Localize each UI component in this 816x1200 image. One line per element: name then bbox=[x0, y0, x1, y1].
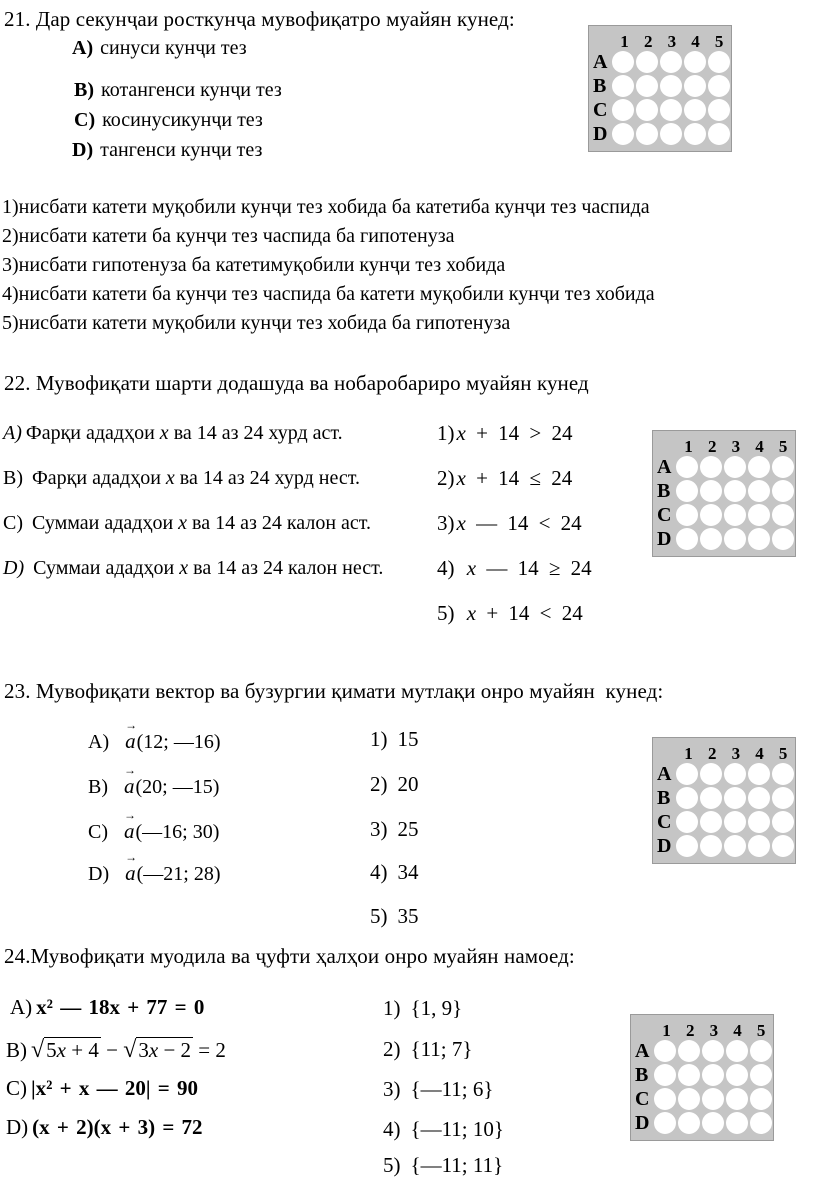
answer-bubble[interactable] bbox=[676, 787, 698, 809]
q23-vector-b bbox=[88, 774, 219, 799]
magnitude-value: 25 bbox=[397, 817, 419, 841]
grid-row bbox=[657, 834, 795, 858]
answer-bubble[interactable] bbox=[772, 456, 794, 478]
item-number: 5) bbox=[437, 601, 455, 625]
answer-bubble[interactable] bbox=[772, 787, 794, 809]
item-number: 1) bbox=[370, 727, 388, 751]
grid-row-label: B bbox=[635, 1064, 649, 1086]
grid-header-row bbox=[635, 1018, 773, 1039]
item-number: 4) bbox=[383, 1117, 401, 1141]
item-number: 3) bbox=[370, 817, 388, 841]
grid-column-label: 1 bbox=[684, 744, 693, 763]
grid-column-label: 4 bbox=[691, 32, 700, 51]
root-set: {1, 9} bbox=[410, 996, 463, 1020]
q23-value-5 bbox=[370, 904, 419, 929]
answer-bubble[interactable] bbox=[612, 99, 634, 121]
pair-label: C) bbox=[88, 821, 108, 843]
equation-tail: = 2 bbox=[193, 1038, 226, 1062]
item-number: 4) bbox=[370, 860, 388, 884]
q23-value-2 bbox=[370, 772, 419, 797]
item-number: 5) bbox=[383, 1153, 401, 1177]
grid-row-label: C bbox=[657, 504, 672, 526]
answer-bubble[interactable] bbox=[660, 51, 682, 73]
answer-bubble[interactable] bbox=[700, 835, 722, 857]
pair-text: Суммаи ададҳои x ва 14 аз 24 калон нест. bbox=[28, 557, 384, 579]
answer-bubble[interactable] bbox=[700, 504, 722, 526]
radicand-2: 3x − 2 bbox=[138, 1038, 192, 1062]
answer-grid-q22 bbox=[652, 430, 796, 557]
answer-bubble[interactable] bbox=[636, 123, 658, 145]
answer-bubble[interactable] bbox=[684, 123, 706, 145]
grid-column-label: 4 bbox=[733, 1021, 742, 1040]
option-label: C) bbox=[74, 109, 96, 131]
q23-value-4 bbox=[370, 860, 419, 885]
item-number: 5) bbox=[370, 904, 388, 928]
answer-bubble[interactable] bbox=[612, 123, 634, 145]
grid-header-row bbox=[657, 434, 795, 455]
q22-inequality-3 bbox=[437, 511, 582, 536]
q24-rootset-1 bbox=[383, 996, 462, 1021]
answer-bubble[interactable] bbox=[726, 1040, 748, 1062]
answer-bubble[interactable] bbox=[748, 811, 770, 833]
grid-row-label: D bbox=[657, 528, 672, 550]
magnitude-value: 35 bbox=[397, 904, 419, 928]
magnitude-value: 15 bbox=[397, 727, 419, 751]
q24-equation-a bbox=[10, 995, 204, 1020]
answer-bubble[interactable] bbox=[726, 1112, 748, 1134]
answer-bubble[interactable] bbox=[708, 75, 730, 97]
option-label: A) bbox=[72, 37, 94, 59]
answer-bubble[interactable] bbox=[772, 811, 794, 833]
answer-bubble[interactable] bbox=[684, 99, 706, 121]
answer-bubble[interactable] bbox=[660, 75, 682, 97]
item-number: 2) bbox=[370, 772, 388, 796]
item-number: 2) bbox=[437, 466, 455, 490]
answer-bubble[interactable] bbox=[702, 1112, 724, 1134]
grid-column-label: 5 bbox=[778, 437, 788, 456]
q21-option-c bbox=[74, 109, 263, 132]
answer-bubble[interactable] bbox=[750, 1112, 772, 1134]
grid-column-label: 3 bbox=[731, 744, 741, 763]
q22-pair-c bbox=[3, 512, 371, 535]
answer-bubble[interactable] bbox=[750, 1088, 772, 1110]
answer-bubble[interactable] bbox=[708, 123, 730, 145]
grid-row bbox=[657, 527, 795, 551]
answer-bubble[interactable] bbox=[636, 51, 658, 73]
answer-bubble[interactable] bbox=[684, 75, 706, 97]
grid-column-label: 1 bbox=[620, 32, 629, 51]
q22-inequality-2 bbox=[437, 466, 572, 491]
answer-bubble[interactable] bbox=[660, 123, 682, 145]
inequality-expression: x + 14 > 24 bbox=[456, 421, 573, 445]
answer-bubble[interactable] bbox=[748, 787, 770, 809]
pair-label: A) bbox=[3, 422, 22, 444]
vector-a-notation: → a bbox=[124, 774, 135, 799]
equation-expression: x² — 18x + 77 = 0 bbox=[36, 995, 205, 1019]
answer-bubble[interactable] bbox=[654, 1112, 676, 1134]
root-set: {—11; 11} bbox=[410, 1153, 504, 1177]
minus-operator: − bbox=[100, 1038, 124, 1062]
q21-statement-2: 2)нисбати катети ба кунҷи тез часпида ба гипотенуза bbox=[2, 225, 455, 247]
grid-column-label: 3 bbox=[709, 1021, 719, 1040]
answer-bubble[interactable] bbox=[750, 1064, 772, 1086]
grid-row bbox=[593, 50, 731, 74]
answer-bubble[interactable] bbox=[678, 1112, 700, 1134]
answer-bubble[interactable] bbox=[708, 99, 730, 121]
grid-column-label: 2 bbox=[643, 32, 653, 51]
answer-bubble[interactable] bbox=[724, 480, 746, 502]
grid-column-label: 4 bbox=[755, 437, 764, 456]
answer-bubble[interactable] bbox=[678, 1040, 700, 1062]
grid-row bbox=[657, 503, 795, 527]
item-number: 1) bbox=[437, 421, 455, 445]
answer-grid-q23 bbox=[652, 737, 796, 864]
grid-row bbox=[657, 455, 795, 479]
q22-inequality-5 bbox=[437, 601, 583, 626]
answer-bubble[interactable] bbox=[676, 835, 698, 857]
grid-row-label: B bbox=[657, 480, 671, 502]
answer-bubble[interactable] bbox=[702, 1088, 724, 1110]
answer-bubble[interactable] bbox=[700, 787, 722, 809]
grid-row bbox=[593, 74, 731, 98]
grid-row bbox=[635, 1087, 773, 1111]
q24-rootset-2 bbox=[383, 1037, 472, 1062]
pair-label: D) bbox=[88, 863, 110, 885]
q21-option-b bbox=[74, 79, 282, 102]
q22-pair-d bbox=[3, 557, 383, 580]
answer-bubble[interactable] bbox=[676, 504, 698, 526]
answer-bubble[interactable] bbox=[708, 51, 730, 73]
vector-coordinates: (20; —15) bbox=[135, 776, 220, 798]
inequality-expression: x + 14 ≤ 24 bbox=[456, 466, 573, 490]
grid-row-label: B bbox=[657, 787, 671, 809]
q24-equation-c bbox=[6, 1076, 198, 1101]
pair-label: B) bbox=[88, 776, 108, 798]
answer-bubble[interactable] bbox=[726, 1064, 748, 1086]
answer-bubble[interactable] bbox=[660, 99, 682, 121]
grid-row bbox=[593, 122, 731, 146]
answer-bubble[interactable] bbox=[700, 763, 722, 785]
q22-pair-a bbox=[3, 422, 343, 445]
option-label: B) bbox=[74, 79, 94, 101]
q24-rootset-5 bbox=[383, 1153, 503, 1178]
answer-bubble[interactable] bbox=[724, 835, 746, 857]
radical-sign: √ bbox=[31, 1037, 45, 1063]
pair-label: D) bbox=[3, 557, 25, 579]
magnitude-value: 34 bbox=[397, 860, 419, 884]
answer-grid-q21 bbox=[588, 25, 732, 152]
answer-bubble[interactable] bbox=[700, 811, 722, 833]
answer-bubble[interactable] bbox=[748, 504, 770, 526]
question-22-heading: 22. Мувофиқати шарти додашуда ва нобаробариро муайян кунед bbox=[4, 371, 589, 395]
answer-bubble[interactable] bbox=[702, 1040, 724, 1062]
item-number: 3) bbox=[383, 1077, 401, 1101]
q21-option-d bbox=[72, 139, 262, 162]
option-text: тангенси кунҷи тез bbox=[100, 139, 263, 161]
answer-bubble[interactable] bbox=[748, 763, 770, 785]
pair-label: C) bbox=[6, 1076, 27, 1100]
answer-bubble[interactable] bbox=[676, 456, 698, 478]
answer-bubble[interactable] bbox=[702, 1064, 724, 1086]
answer-bubble[interactable] bbox=[724, 504, 746, 526]
answer-bubble[interactable] bbox=[726, 1088, 748, 1110]
q24-rootset-4 bbox=[383, 1117, 504, 1142]
item-number: 1) bbox=[383, 996, 401, 1020]
answer-bubble[interactable] bbox=[724, 763, 746, 785]
grid-column-label: 3 bbox=[731, 437, 741, 456]
grid-row-label: A bbox=[593, 51, 608, 73]
answer-bubble[interactable] bbox=[748, 456, 770, 478]
answer-bubble[interactable] bbox=[678, 1064, 700, 1086]
grid-row-label: D bbox=[657, 835, 672, 857]
answer-bubble[interactable] bbox=[750, 1040, 772, 1062]
grid-row-label: A bbox=[657, 456, 672, 478]
answer-bubble[interactable] bbox=[772, 528, 794, 550]
pair-label: A) bbox=[88, 731, 110, 753]
q21-statement-1: 1)нисбати катети муқобили кунҷи тез хобида ба катетиба кунҷи тез часпида bbox=[2, 196, 650, 218]
vector-coordinates: (—21; 28) bbox=[136, 863, 221, 885]
answer-bubble[interactable] bbox=[676, 528, 698, 550]
question-21-heading: 21. Дар секунҷаи росткунҷа мувофиқатро муайян кунед: bbox=[4, 7, 515, 31]
grid-column-label: 2 bbox=[707, 437, 717, 456]
question-24-heading: 24.Мувофиқати муодила ва ҷуфти ҳалҳои онро муайян намоед: bbox=[4, 944, 575, 968]
answer-grid-q24 bbox=[630, 1014, 774, 1141]
root-set: {—11; 6} bbox=[410, 1077, 494, 1101]
item-number: 2) bbox=[383, 1037, 401, 1061]
grid-row-label: D bbox=[635, 1112, 650, 1134]
vector-a-notation: → a bbox=[125, 861, 136, 886]
answer-bubble[interactable] bbox=[684, 51, 706, 73]
grid-column-label: 5 bbox=[778, 744, 788, 763]
grid-row bbox=[635, 1039, 773, 1063]
item-number: 4) bbox=[437, 556, 455, 580]
answer-bubble[interactable] bbox=[700, 480, 722, 502]
grid-row bbox=[657, 786, 795, 810]
answer-bubble[interactable] bbox=[748, 528, 770, 550]
inequality-expression: x — 14 < 24 bbox=[456, 511, 582, 535]
q24-equation-b bbox=[6, 1037, 226, 1064]
pair-text: Фарқи ададҳои x ва 14 аз 24 хурд аст. bbox=[25, 422, 343, 444]
grid-row-label: A bbox=[635, 1040, 650, 1062]
option-label: D) bbox=[72, 139, 94, 161]
answer-bubble[interactable] bbox=[612, 51, 634, 73]
q23-value-3 bbox=[370, 817, 419, 842]
pair-label: B) bbox=[3, 467, 23, 489]
q24-rootset-3 bbox=[383, 1077, 493, 1102]
answer-bubble[interactable] bbox=[678, 1088, 700, 1110]
answer-bubble[interactable] bbox=[636, 99, 658, 121]
grid-row-label: C bbox=[657, 811, 672, 833]
option-text: котангенси кунҷи тез bbox=[101, 79, 282, 101]
q22-pair-b bbox=[3, 467, 360, 490]
vector-coordinates: (—16; 30) bbox=[135, 821, 220, 843]
answer-bubble[interactable] bbox=[676, 763, 698, 785]
pair-text: Фарқи ададҳои x ва 14 аз 24 хурд нест. bbox=[27, 467, 360, 489]
q21-option-a bbox=[72, 37, 247, 60]
grid-column-label: 4 bbox=[755, 744, 764, 763]
grid-column-label: 5 bbox=[714, 32, 724, 51]
root-set: {—11; 10} bbox=[410, 1117, 504, 1141]
equation-expression: (x + 2)(x + 3) = 72 bbox=[32, 1115, 203, 1139]
answer-bubble[interactable] bbox=[700, 528, 722, 550]
grid-column-label: 2 bbox=[685, 1021, 695, 1040]
answer-bubble[interactable] bbox=[612, 75, 634, 97]
vector-coordinates: (12; —16) bbox=[136, 731, 221, 753]
inequality-expression: x + 14 < 24 bbox=[466, 601, 583, 625]
grid-column-label: 3 bbox=[667, 32, 677, 51]
answer-bubble[interactable] bbox=[724, 811, 746, 833]
grid-column-label: 5 bbox=[756, 1021, 766, 1040]
grid-header-row bbox=[657, 741, 795, 762]
answer-bubble[interactable] bbox=[724, 456, 746, 478]
grid-column-label: 2 bbox=[707, 744, 717, 763]
q22-inequality-4 bbox=[437, 556, 592, 581]
inequality-expression: x — 14 ≥ 24 bbox=[466, 556, 592, 580]
grid-row-label: D bbox=[593, 123, 608, 145]
answer-bubble[interactable] bbox=[772, 763, 794, 785]
pair-label: A) bbox=[10, 995, 33, 1019]
option-text: косинусикунҷи тез bbox=[102, 109, 263, 131]
q23-vector-c bbox=[88, 819, 219, 844]
q21-statement-5: 5)нисбати катети муқобили кунҷи тез хобида ба гипотенуза bbox=[2, 312, 511, 334]
radical-sign: √ bbox=[123, 1037, 137, 1063]
grid-row bbox=[635, 1111, 773, 1135]
answer-bubble[interactable] bbox=[654, 1040, 676, 1062]
q22-inequality-1 bbox=[437, 421, 573, 446]
answer-bubble[interactable] bbox=[724, 528, 746, 550]
grid-row bbox=[593, 98, 731, 122]
grid-column-label: 1 bbox=[662, 1021, 671, 1040]
option-text: синуси кунҷи тез bbox=[100, 37, 247, 59]
grid-row-label: B bbox=[593, 75, 607, 97]
grid-row bbox=[635, 1063, 773, 1087]
answer-bubble[interactable] bbox=[772, 480, 794, 502]
vector-a-notation: → a bbox=[124, 819, 135, 844]
pair-label: C) bbox=[3, 512, 23, 534]
grid-row bbox=[657, 810, 795, 834]
pair-label: B) bbox=[6, 1038, 27, 1062]
answer-bubble[interactable] bbox=[748, 835, 770, 857]
vector-a-notation: → a bbox=[125, 729, 136, 754]
magnitude-value: 20 bbox=[397, 772, 419, 796]
q21-statement-3: 3)нисбати гипотенуза ба катетимуқобили кунҷи тез хобида bbox=[2, 254, 506, 276]
radicand-1: 5x + 4 bbox=[46, 1038, 99, 1062]
q21-statement-4: 4)нисбати катети ба кунҷи тез часпида ба катети муқобили кунҷи тез хобида bbox=[2, 283, 655, 305]
grid-row-label: A bbox=[657, 763, 672, 785]
answer-bubble[interactable] bbox=[654, 1088, 676, 1110]
root-set: {11; 7} bbox=[410, 1037, 473, 1061]
q24-equation-d bbox=[6, 1115, 203, 1140]
item-number: 3) bbox=[437, 511, 455, 535]
grid-row-label: C bbox=[593, 99, 608, 121]
answer-bubble[interactable] bbox=[772, 504, 794, 526]
grid-row bbox=[657, 762, 795, 786]
answer-bubble[interactable] bbox=[772, 835, 794, 857]
answer-bubble[interactable] bbox=[700, 456, 722, 478]
q23-vector-d bbox=[88, 861, 221, 886]
answer-bubble[interactable] bbox=[676, 811, 698, 833]
answer-bubble[interactable] bbox=[724, 787, 746, 809]
grid-row-label: C bbox=[635, 1088, 650, 1110]
answer-bubble[interactable] bbox=[654, 1064, 676, 1086]
answer-bubble[interactable] bbox=[636, 75, 658, 97]
grid-column-label: 1 bbox=[684, 437, 693, 456]
question-23-heading: 23. Мувофиқати вектор ва бузургии қимати мутлақи онро муайян кунед: bbox=[4, 679, 664, 703]
pair-label: D) bbox=[6, 1115, 29, 1139]
answer-bubble[interactable] bbox=[748, 480, 770, 502]
pair-text: Суммаи ададҳои x ва 14 аз 24 калон аст. bbox=[27, 512, 372, 534]
answer-bubble[interactable] bbox=[676, 480, 698, 502]
grid-header-row bbox=[593, 29, 731, 50]
grid-row bbox=[657, 479, 795, 503]
equation-expression: |x² + x — 20| = 90 bbox=[31, 1076, 198, 1100]
q23-value-1 bbox=[370, 727, 419, 752]
q23-vector-a bbox=[88, 729, 221, 754]
